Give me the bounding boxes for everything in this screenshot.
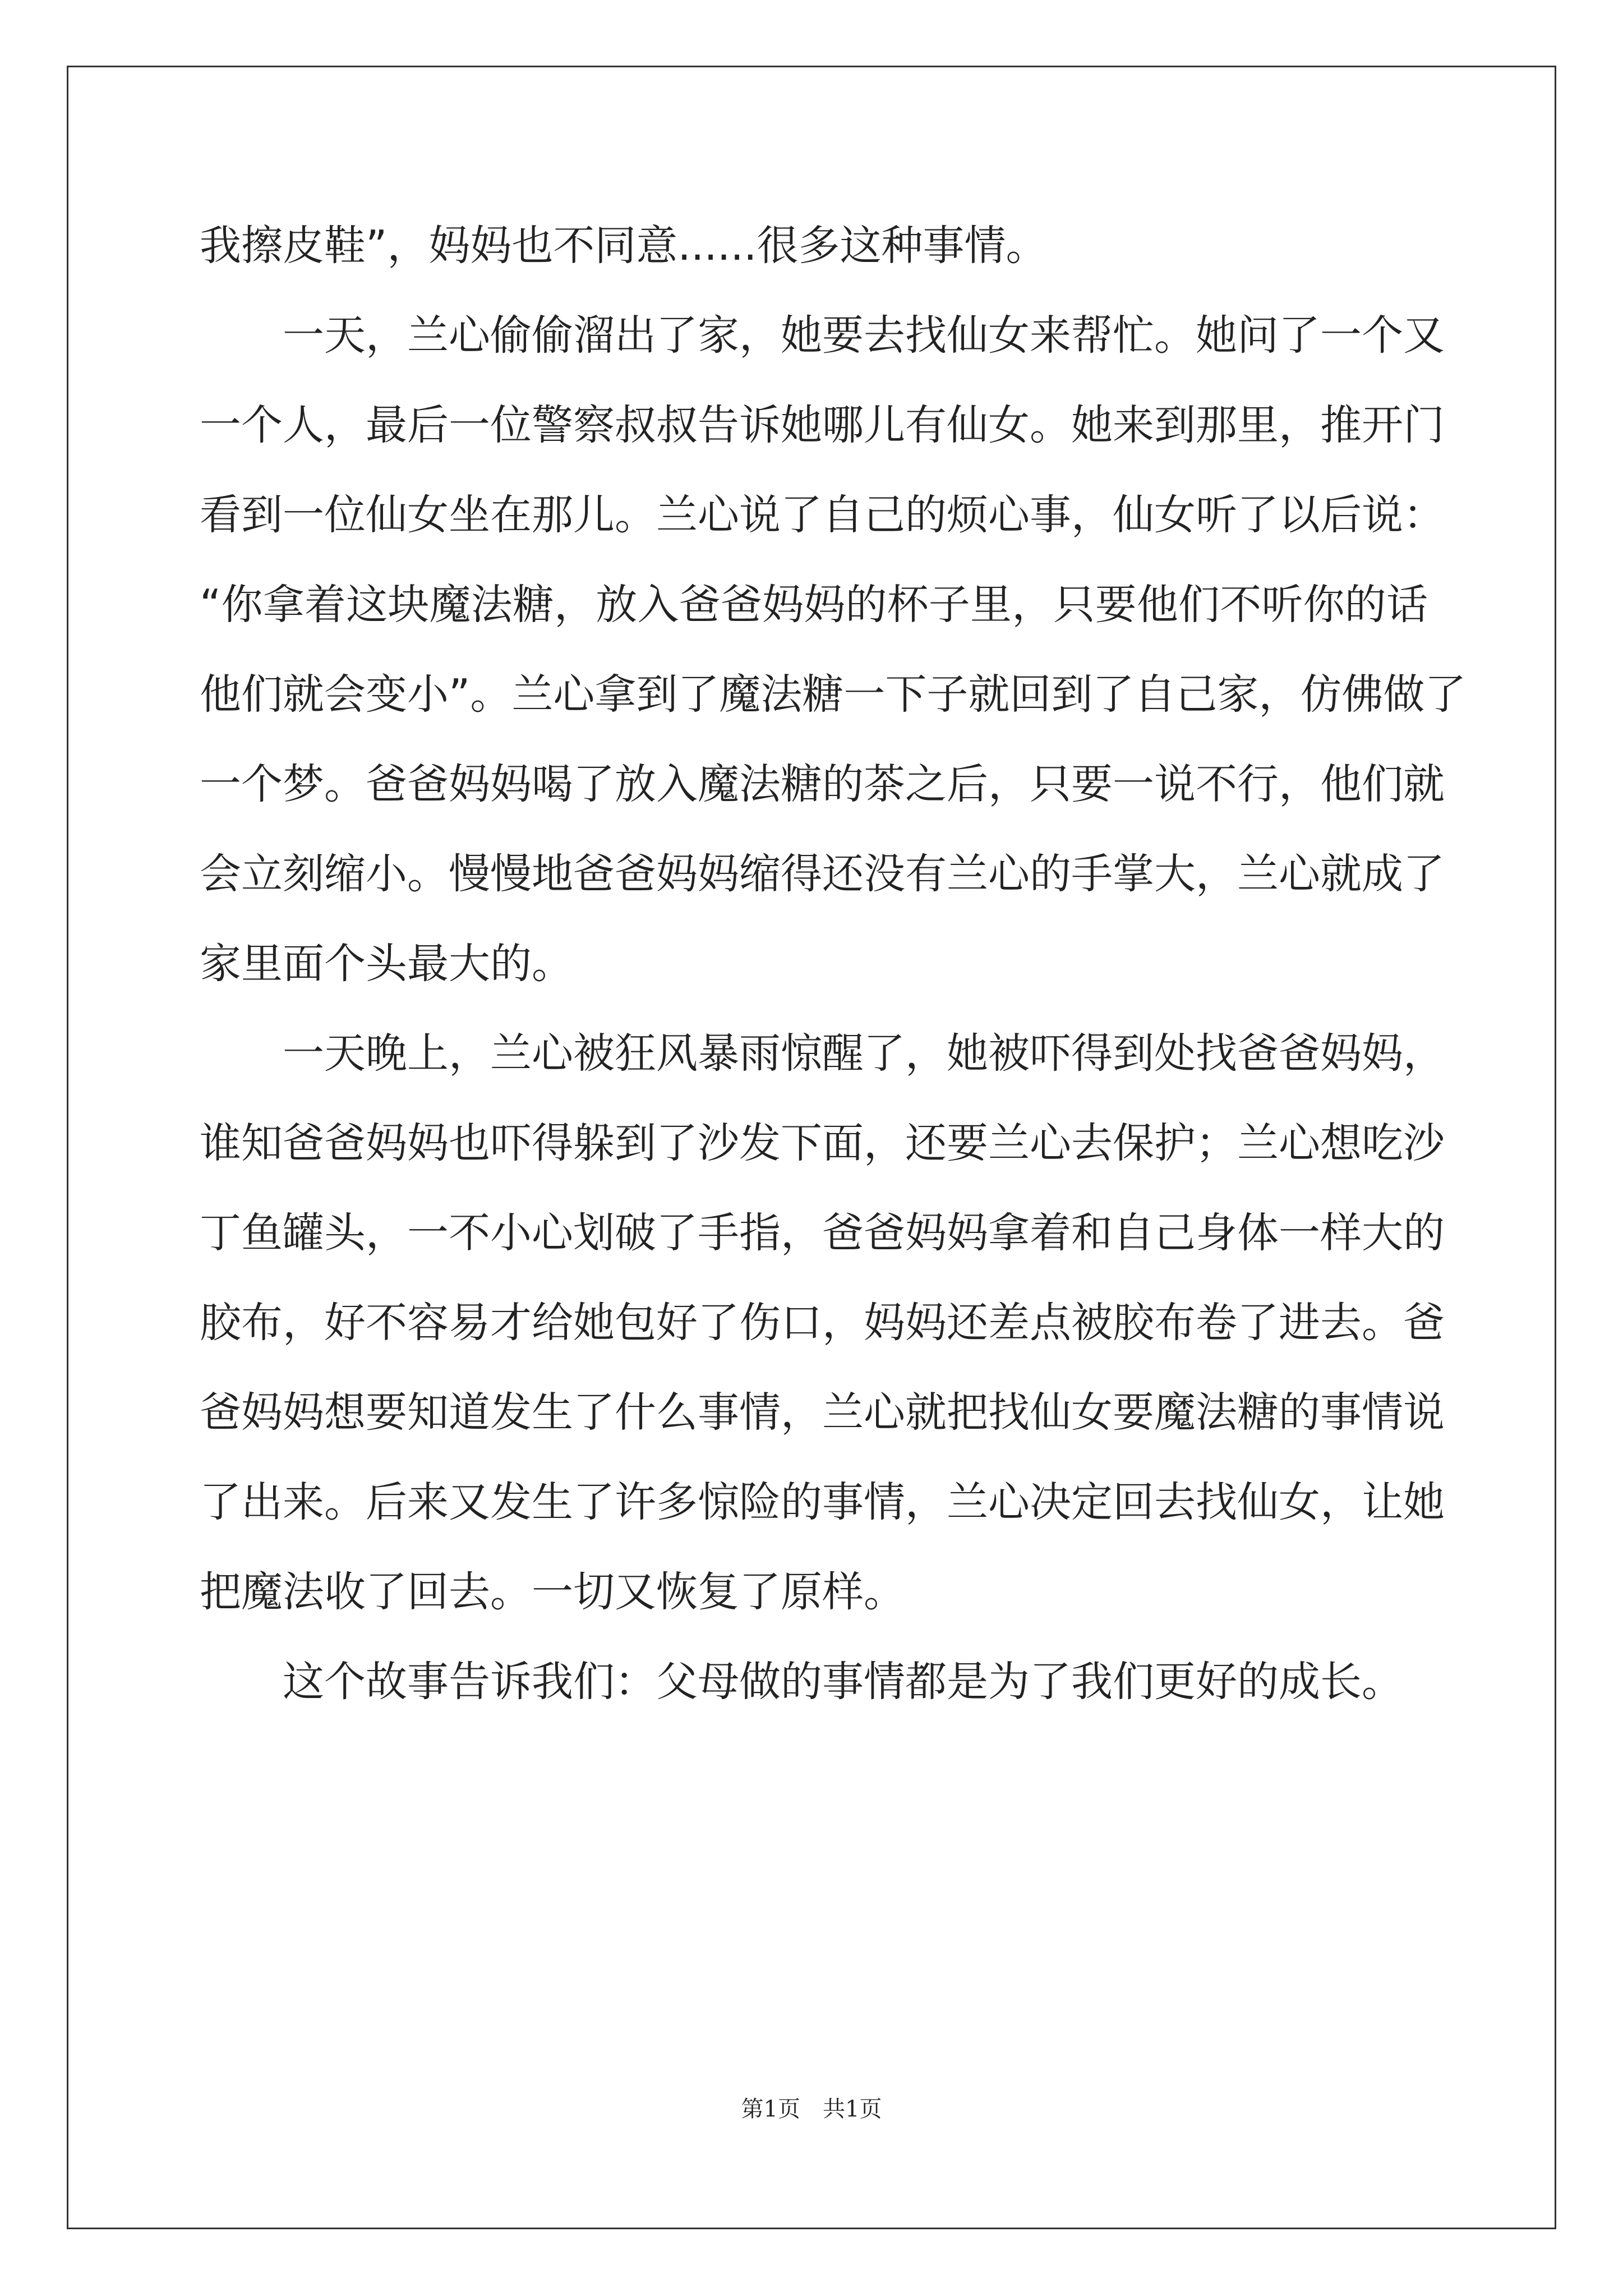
paragraph-2 (200, 291, 1467, 1009)
text-line: 胶布，好不容易才给她包好了伤口，妈妈还差点被胶布卷了进去。爸 (200, 1299, 1445, 1347)
paragraph-1 (200, 201, 1428, 291)
text-line: 一个人，最后一位警察叔叔告诉她哪儿有仙女。她来到那里，推开门 (200, 401, 1445, 449)
text-line: 他们就会变小”。兰心拿到了魔法糖一下子就回到了自己家，仿佛做了 (200, 670, 1467, 719)
paragraph-4 (200, 1637, 1428, 1727)
text-line: “你拿着这块魔法糖，放入爸爸妈妈的杯子里，只要他们不听你的话 (200, 581, 1428, 629)
text-line: 我擦皮鞋”，妈妈也不同意......很多这种事情。 (200, 222, 1048, 270)
document-body (200, 201, 1467, 1727)
text-line: 会立刻缩小。慢慢地爸爸妈妈缩得还没有兰心的手掌大，兰心就成了 (200, 850, 1445, 898)
text-line: 一天，兰心偷偷溜出了家，她要去找仙女来帮忙。她问了一个又 (283, 311, 1445, 360)
page-number-label: 第1页 共1页 (741, 2096, 882, 2122)
text-line: 一个梦。爸爸妈妈喝了放入魔法糖的茶之后，只要一说不行，他们就 (200, 760, 1445, 808)
text-line: 家里面个头最大的。 (200, 940, 573, 988)
text-line: 这个故事告诉我们：父母做的事情都是为了我们更好的成长。 (283, 1658, 1403, 1706)
paragraph-3 (200, 1009, 1445, 1637)
text-line: 看到一位仙女坐在那儿。兰心说了自己的烦心事，仙女听了以后说： (200, 491, 1445, 539)
page-footer (0, 2091, 1623, 2123)
text-line: 谁知爸爸妈妈也吓得躲到了沙发下面，还要兰心去保护；兰心想吃沙 (200, 1119, 1445, 1167)
text-line: 爸妈妈想要知道发生了什么事情，兰心就把找仙女要魔法糖的事情说 (200, 1388, 1445, 1437)
text-line: 把魔法收了回去。一切又恢复了原样。 (200, 1568, 905, 1616)
text-line: 丁鱼罐头，一不小心划破了手指，爸爸妈妈拿着和自己身体一样大的 (200, 1209, 1445, 1257)
text-line: 了出来。后来又发生了许多惊险的事情，兰心决定回去找仙女，让她 (200, 1478, 1445, 1526)
text-line: 一天晚上，兰心被狂风暴雨惊醒了，她被吓得到处找爸爸妈妈， (283, 1029, 1445, 1078)
